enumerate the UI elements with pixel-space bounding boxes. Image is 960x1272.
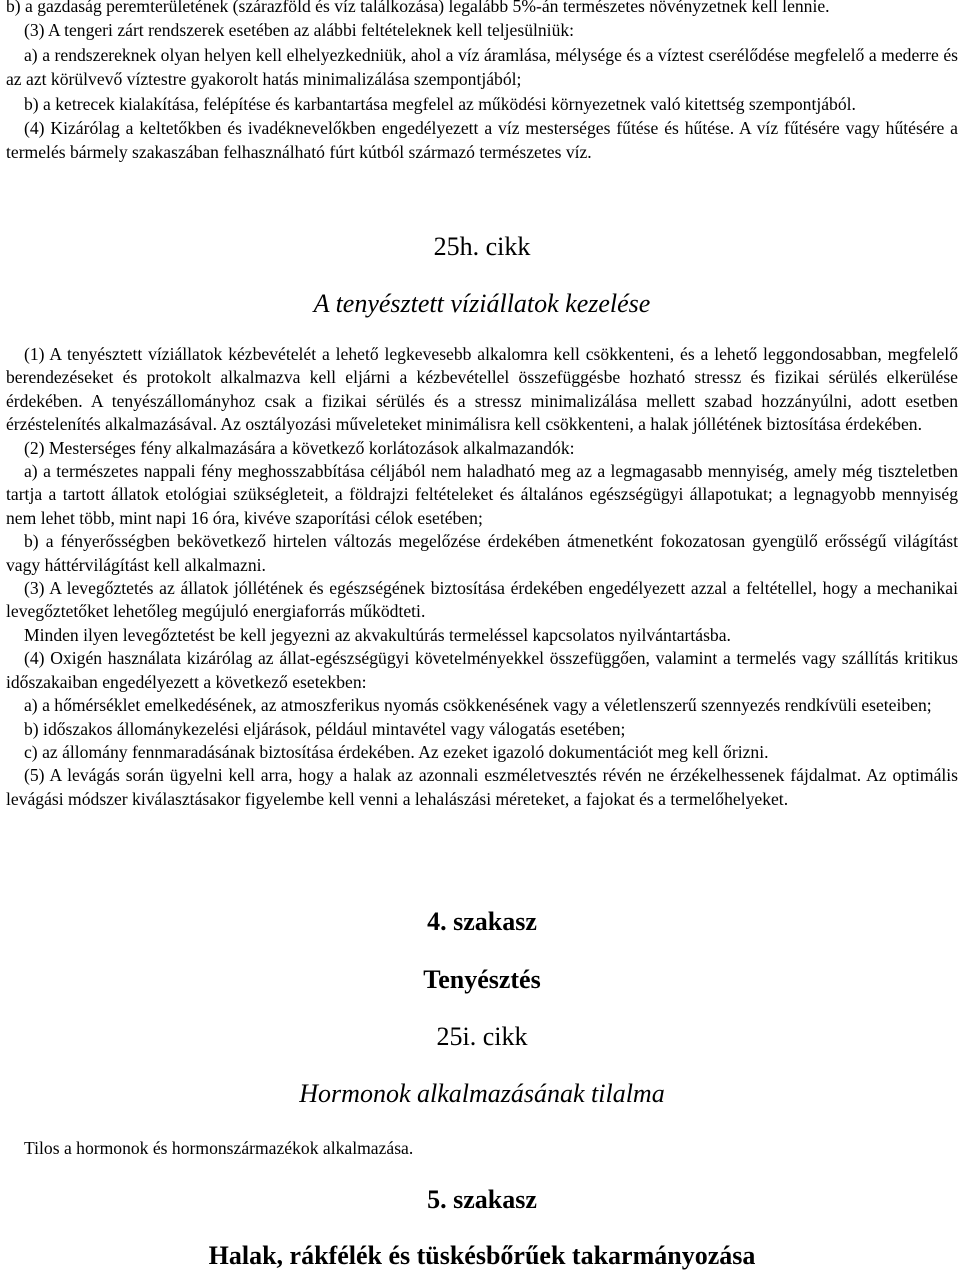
section-title: Halak, rákfélék és tüskésbőrűek takarmányozása bbox=[208, 1241, 756, 1270]
paragraph: Minden ilyen levegőztetést be kell jegyezni az akvakultúrás termeléssel kapcsolatos nyilvántartásba. bbox=[24, 624, 731, 645]
paragraph: (3) A levegőztetés az állatok jóllétének és egészségének biztosítása érdekében engedélyezett azzal a feltétellel, hogy a mechanikai levegőztetőket lehetőleg megújuló energiaforrás működteti. bbox=[6, 578, 958, 622]
paragraph: (5) A levágás során ügyelni kell arra, hogy a halak az azonnali eszméletvesztés révén ne érzékelhessenek fájdalmat. Az optimális levágási módszer kiválasztásakor figyelembe kell venni a lehalászási méreteket, a fajokat és a termelőhelyeket. bbox=[6, 765, 958, 809]
paragraph: (4) Kizárólag a keltetőkben és ivadéknevelőkben engedélyezett a víz mesterséges fűtése és hűtése. A víz fűtésére vagy hűtésére a termelés bármely szakaszában felhasználható fúrt kútból származó természetes víz. bbox=[6, 118, 958, 163]
continued-provisions bbox=[6, 0, 958, 165]
article-number: 25i. cikk bbox=[436, 1022, 528, 1051]
article-body bbox=[6, 343, 958, 811]
paragraph: a) a rendszereknek olyan helyen kell elhelyezkedniük, ahol a víz áramlása, mélysége és a víztest cserélődése megfelelő a mederre és az azt körülvevő víztestre gyakorolt hatás minimalizálása szempontjából; bbox=[6, 44, 958, 90]
article-number: 25h. cikk bbox=[433, 232, 531, 261]
paragraph: b) a gazdaság peremterületének (szárazföld és víz találkozása) legalább 5%-án természetes növényzetnek kell lennie. bbox=[6, 0, 830, 16]
article-title: Hormonok alkalmazásának tilalma bbox=[299, 1079, 665, 1108]
paragraph: (2) Mesterséges fény alkalmazására a következő korlátozások alkalmazandók: bbox=[24, 437, 575, 458]
paragraph: c) az állomány fennmaradásának biztosítása érdekében. Az ezeket igazoló dokumentációt meg kell őrizni. bbox=[24, 741, 769, 762]
section-number: 5. szakasz bbox=[427, 1185, 537, 1214]
paragraph: (3) A tengeri zárt rendszerek esetében az alábbi feltételeknek kell teljesülniük: bbox=[24, 20, 575, 41]
section-title: Tenyésztés bbox=[423, 965, 541, 994]
section-number: 4. szakasz bbox=[427, 907, 537, 936]
article-title: A tenyésztett víziállatok kezelése bbox=[313, 289, 651, 318]
paragraph: b) a ketrecek kialakítása, felépítése és karbantartása megfelel az működési környezetnek való kitettség szempontjából. bbox=[24, 93, 856, 114]
paragraph: b) a fényerősségben bekövetkező hirtelen változás megelőzése érdekében átmenetként fokozatosan gyengülő erősségű világítást vagy háttérvilágítást kell alkalmazni. bbox=[6, 531, 958, 575]
paragraph: Tilos a hormonok és hormonszármazékok alkalmazása. bbox=[24, 1138, 414, 1158]
paragraph: b) időszakos állománykezelési eljárások, például mintavétel vagy válogatás esetében; bbox=[24, 718, 626, 739]
paragraph: (4) Oxigén használata kizárólag az állat-egészségügyi követelményekkel összefüggően, valamint a termelés vagy szállítás kritikus időszakaiban engedélyezett a következő esetekben: bbox=[6, 648, 958, 692]
paragraph: a) a hőmérséklet emelkedésének, az atmoszferikus nyomás csökkenésének vagy a véletlenszerű szennyezés rendkívüli eseteiben; bbox=[24, 695, 932, 716]
paragraph: a) a természetes nappali fény meghosszabbítása céljából nem haladható meg az a legmagasabb mennyiség, amely még tiszteletben tartja a tartott állatok etológiai szükségleteit, a földrajzi feltételeket és általános egészségügyi állapotukat; a legnagyobb mennyiség nem lehet több, mint napi 16 óra, kivéve szaporítási célok esetében; bbox=[6, 461, 958, 528]
paragraph: (1) A tenyésztett víziállatok kézbevételét a lehető legkevesebb alkalomra kell csökkenteni, és a lehető leggondosabban, megfelelő berendezéseket és protokolt alkalmazva kell eljárni a kézbevétellel összefüggésbe hozható stressz és fizikai sérülés elkerülése érdekében. A tenyészállományhoz csak a fizikai sérülés és a stressz minimalizálása mellett szabad hozzányúlni, adott esetben érzéstelenítés alkalmazásával. Az osztályozási műveleteket minimálisra kell csökkenteni, a halak jóllétének biztosítása érdekében. bbox=[6, 344, 958, 435]
